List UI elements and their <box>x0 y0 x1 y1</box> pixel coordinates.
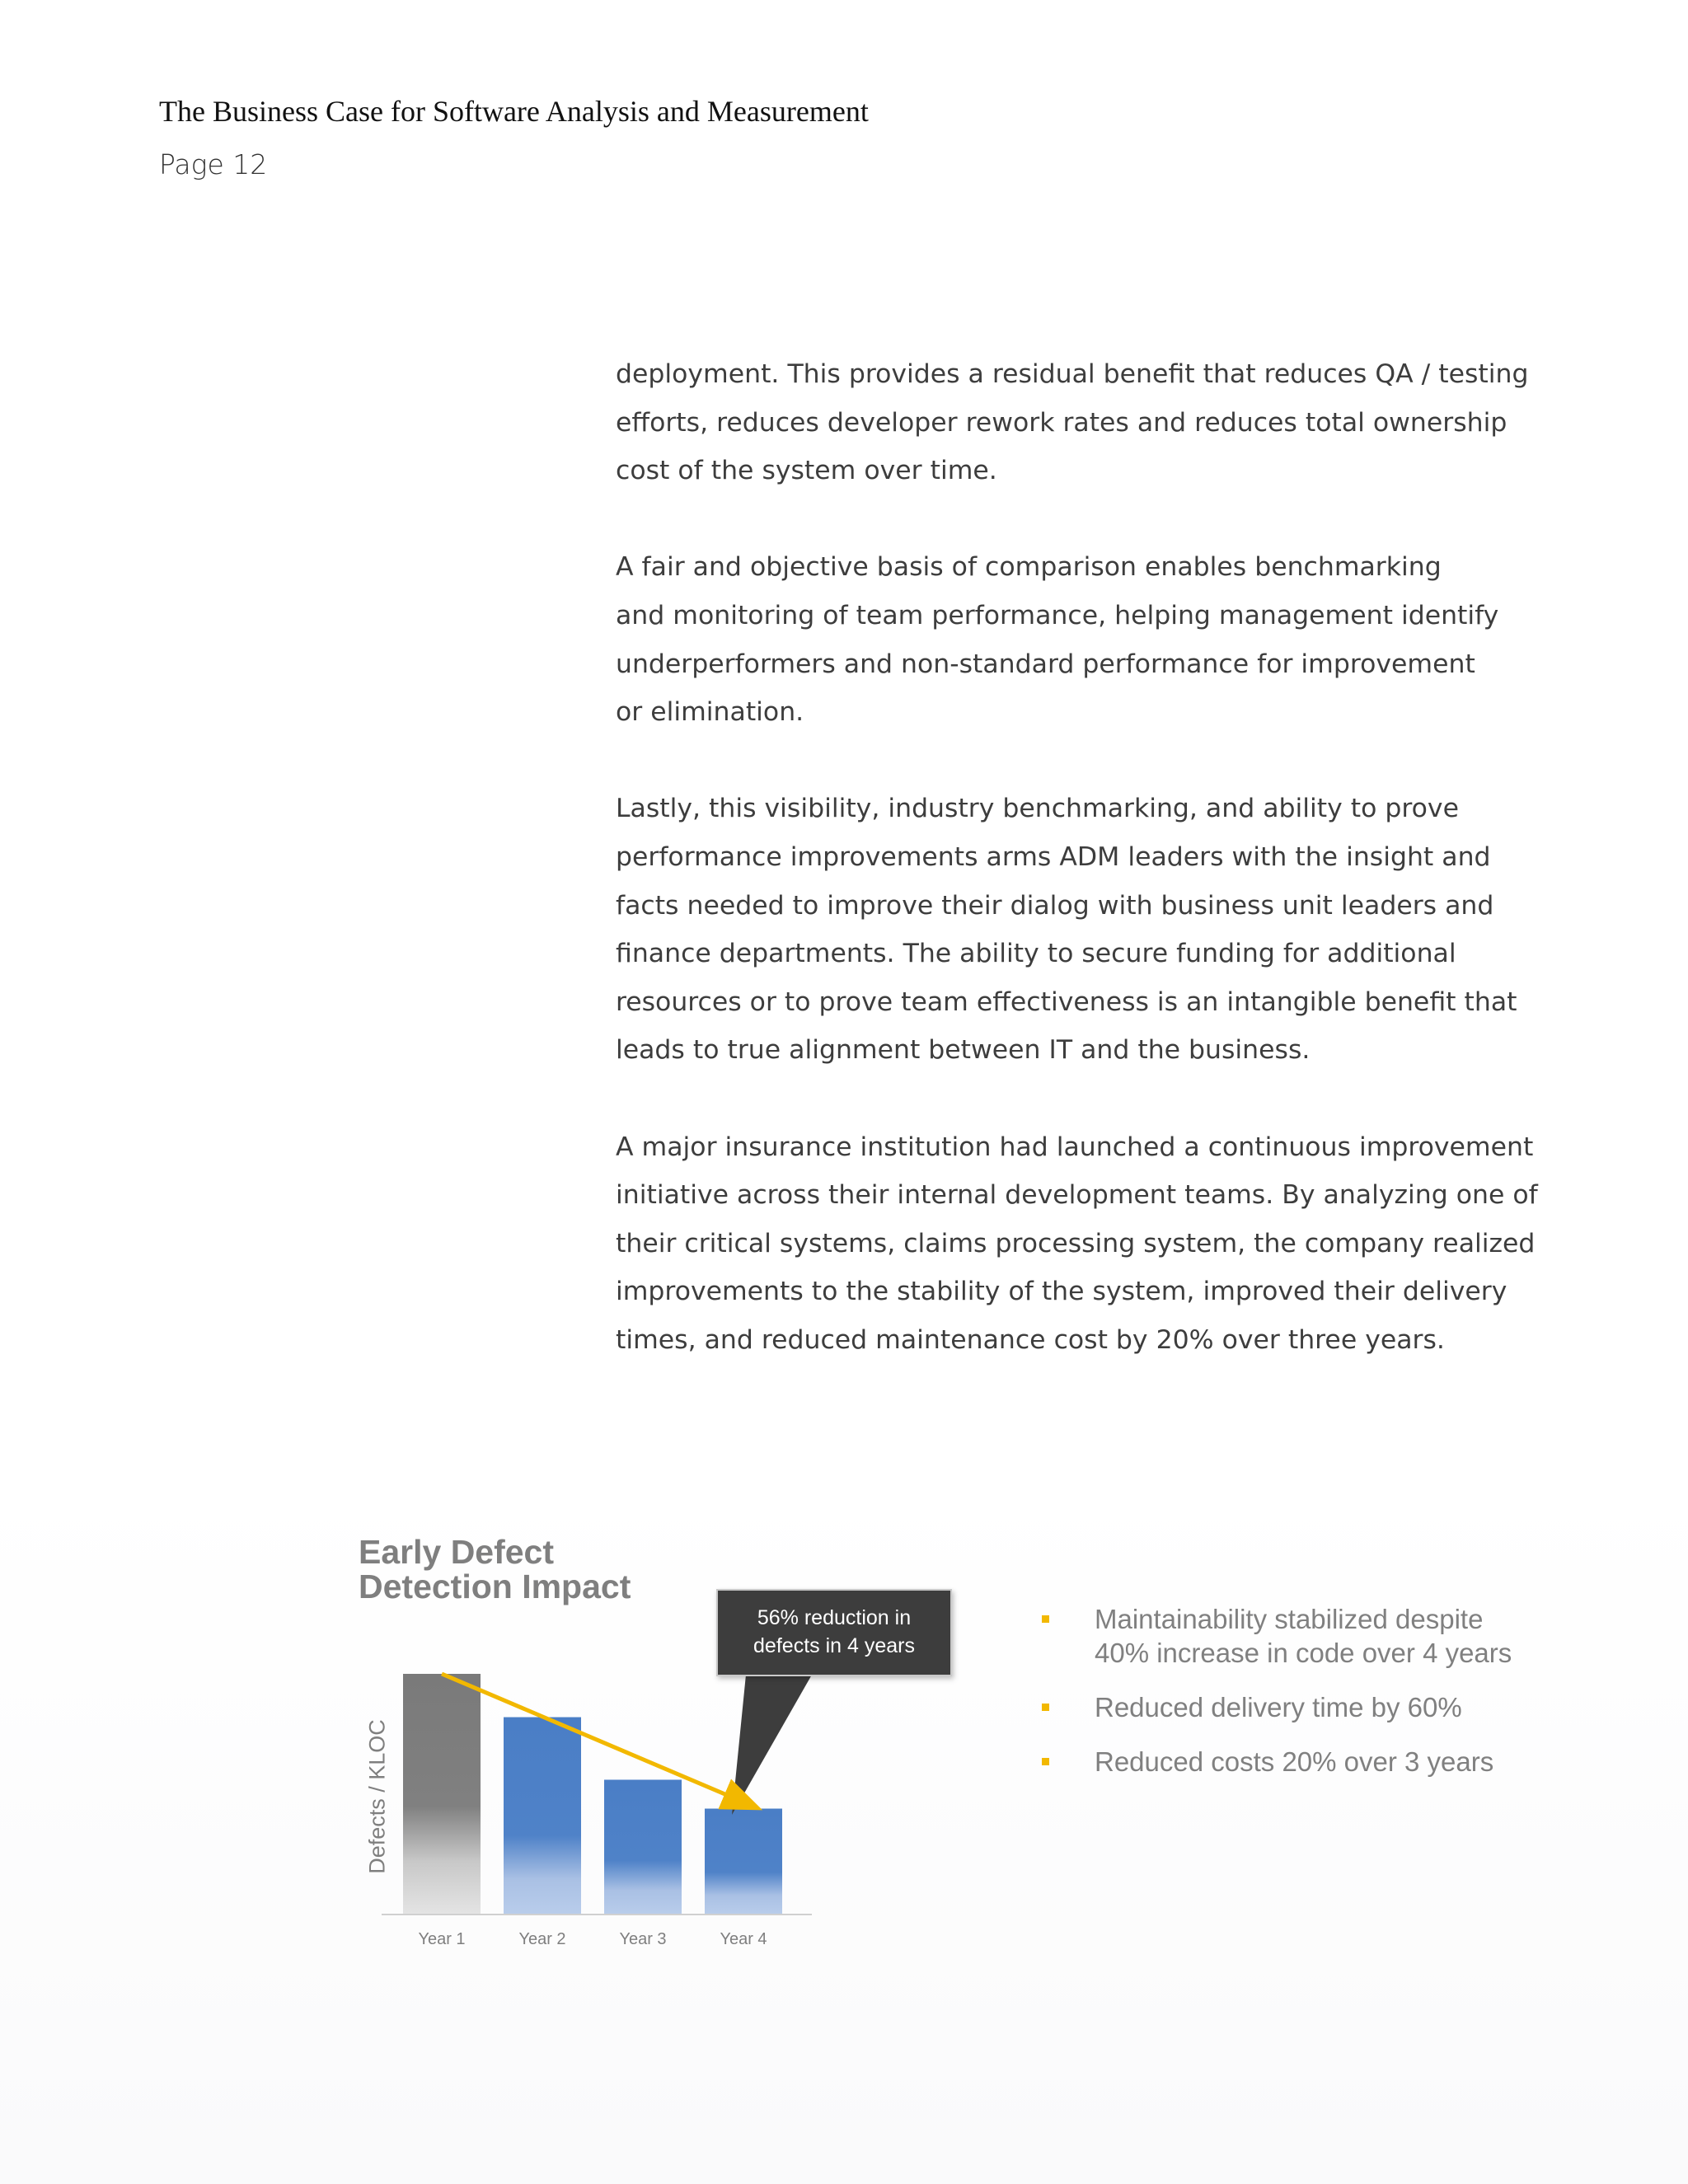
bullet-text: Reduced costs 20% over 3 years <box>1095 1746 1494 1777</box>
text-line: improvements to the stability of the system, improved their delivery <box>616 1277 1507 1307</box>
square-bullet-icon <box>1042 1615 1049 1623</box>
text-line: Lastly, this visibility, industry benchmarking, and ability to prove <box>616 794 1459 824</box>
chart-title-line: Early Defect <box>359 1533 555 1571</box>
square-bullet-icon <box>1042 1758 1049 1765</box>
bullet-item <box>1040 1602 1535 1670</box>
text-line: facts needed to improve their dialog with business unit leaders and <box>616 890 1494 921</box>
chart-title-line: Detection Impact <box>359 1568 631 1605</box>
callout-box <box>716 1589 952 1676</box>
text-line: deployment. This provides a residual benefit that reduces QA / testing <box>616 359 1529 389</box>
text-line: or elimination. <box>616 697 804 728</box>
bar-year-1 <box>403 1674 481 1915</box>
bar-year-4 <box>705 1809 782 1915</box>
x-tick-label: Year 1 <box>418 1930 466 1948</box>
bullet-item <box>1040 1690 1535 1724</box>
text-line: cost of the system over time. <box>616 456 997 486</box>
text-line: resources or to prove team effectiveness is an intangible benefit that <box>616 987 1517 1017</box>
text-line: finance departments. The ability to secure funding for additional <box>616 939 1456 969</box>
text-line: times, and reduced maintenance cost by 20% over three years. <box>616 1324 1445 1355</box>
x-tick-label: Year 3 <box>619 1930 667 1948</box>
text-line: A fair and objective basis of comparison enables benchmarking <box>616 552 1442 583</box>
x-tick-label: Year 2 <box>518 1930 566 1948</box>
callout-line: defects in 4 years <box>753 1634 915 1657</box>
trend-arrow <box>442 1674 755 1807</box>
text-line: efforts, reduces developer rework rates and reduces total ownership <box>616 407 1507 438</box>
square-bullet-icon <box>1042 1704 1049 1711</box>
bullet-item <box>1040 1745 1535 1779</box>
bar-year-2 <box>504 1718 581 1915</box>
document-title: The Business Case for Software Analysis and Measurement <box>159 95 869 128</box>
bullet-text: Reduced delivery time by 60% <box>1095 1692 1462 1722</box>
bullet-text: Maintainability stabilized despite <box>1095 1604 1484 1634</box>
bullet-text: 40% increase in code over 4 years <box>1095 1638 1512 1668</box>
x-tick-label: Year 4 <box>720 1930 767 1948</box>
bar-year-3 <box>604 1779 682 1915</box>
y-axis-label: Defects / KLOC <box>364 1719 390 1874</box>
text-line: underperformers and non-standard performance for improvement <box>616 649 1475 679</box>
text-line: and monitoring of team performance, helping management identify <box>616 600 1499 630</box>
text-line: A major insurance institution had launched a continuous improvement <box>616 1132 1534 1162</box>
text-line: leads to true alignment between IT and the business. <box>616 1035 1311 1066</box>
callout-line: 56% reduction in <box>757 1606 912 1629</box>
page-number: Page 12 <box>159 148 268 180</box>
text-line: their critical systems, claims processing system, the company realized <box>616 1228 1536 1258</box>
callout-pointer <box>732 1675 812 1815</box>
text-line: performance improvements arms ADM leaders with the insight and <box>616 841 1491 872</box>
bullet-list <box>1040 1602 1535 1799</box>
text-line: initiative across their internal development teams. By analyzing one of <box>616 1180 1538 1211</box>
